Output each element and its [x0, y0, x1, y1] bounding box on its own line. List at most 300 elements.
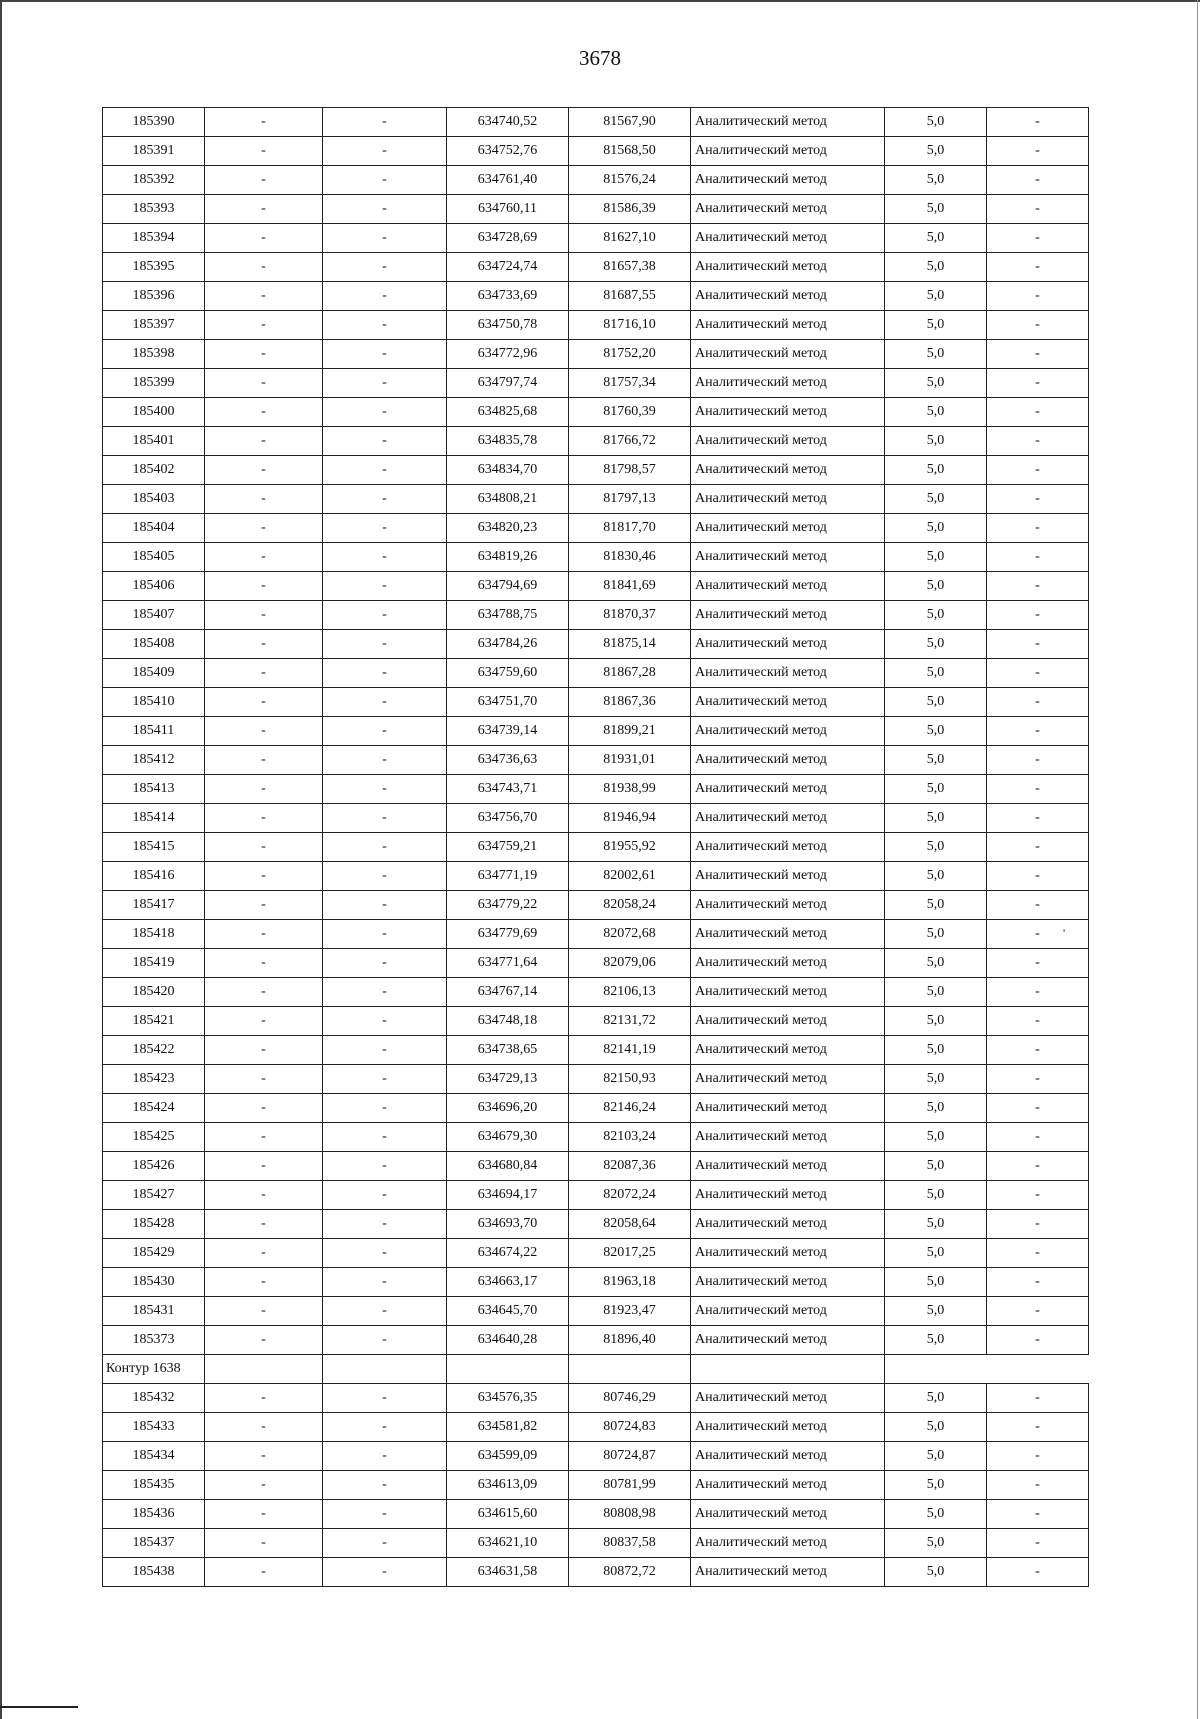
- x-coordinate-cell: 634767,14: [447, 978, 569, 1007]
- method-cell: Аналитический метод: [691, 804, 885, 833]
- x-coordinate-cell: 634696,20: [447, 1094, 569, 1123]
- x-coordinate-cell: 634779,69: [447, 920, 569, 949]
- dash-cell-a: -: [205, 717, 323, 746]
- method-cell: Аналитический метод: [691, 659, 885, 688]
- table-row: [103, 340, 1089, 369]
- page-footer-rule: [0, 1706, 78, 1708]
- point-id-cell: 185395: [103, 253, 205, 282]
- dash-cell-a: -: [205, 1094, 323, 1123]
- accuracy-cell: 5,0: [885, 427, 987, 456]
- table-row: [103, 1297, 1089, 1326]
- accuracy-cell: 5,0: [885, 1065, 987, 1094]
- method-cell: Аналитический метод: [691, 1065, 885, 1094]
- x-coordinate-cell: 634729,13: [447, 1065, 569, 1094]
- dash-cell-a: -: [205, 572, 323, 601]
- x-coordinate-cell: 634640,28: [447, 1326, 569, 1355]
- y-coordinate-cell: 82017,25: [569, 1239, 691, 1268]
- table-row: [103, 1181, 1089, 1210]
- table-row: [103, 775, 1089, 804]
- dash-cell-b: -: [323, 1152, 447, 1181]
- table-row: [103, 1152, 1089, 1181]
- x-coordinate-cell: 634631,58: [447, 1558, 569, 1587]
- note-cell: -: [987, 369, 1089, 398]
- accuracy-cell: 5,0: [885, 543, 987, 572]
- note-cell: -: [987, 1442, 1089, 1471]
- x-coordinate-cell: 634820,23: [447, 514, 569, 543]
- dash-cell-b: -: [323, 427, 447, 456]
- dash-cell-b: -: [323, 688, 447, 717]
- accuracy-cell: 5,0: [885, 1297, 987, 1326]
- accuracy-cell: 5,0: [885, 1471, 987, 1500]
- table-row: [103, 195, 1089, 224]
- dash-cell-b: -: [323, 1442, 447, 1471]
- method-cell: Аналитический метод: [691, 340, 885, 369]
- x-coordinate-cell: 634576,35: [447, 1384, 569, 1413]
- note-cell: -: [987, 1036, 1089, 1065]
- method-cell: Аналитический метод: [691, 1239, 885, 1268]
- note-cell: -: [987, 456, 1089, 485]
- point-id-cell: 185409: [103, 659, 205, 688]
- table-row: [103, 1500, 1089, 1529]
- x-coordinate-cell: 634736,63: [447, 746, 569, 775]
- dash-cell-b: -: [323, 543, 447, 572]
- y-coordinate-cell: 80724,87: [569, 1442, 691, 1471]
- note-cell: -: [987, 630, 1089, 659]
- dash-cell-b: -: [323, 485, 447, 514]
- dash-cell-b: -: [323, 1239, 447, 1268]
- x-coordinate-cell: 634760,11: [447, 195, 569, 224]
- y-coordinate-cell: 81830,46: [569, 543, 691, 572]
- x-coordinate-cell: 634748,18: [447, 1007, 569, 1036]
- y-coordinate-cell: 81757,34: [569, 369, 691, 398]
- note-cell: -: [987, 572, 1089, 601]
- point-id-cell: 185407: [103, 601, 205, 630]
- accuracy-cell: 5,0: [885, 717, 987, 746]
- accuracy-cell: 5,0: [885, 1268, 987, 1297]
- note-cell: -: [987, 543, 1089, 572]
- x-coordinate-cell: 634797,74: [447, 369, 569, 398]
- dash-cell-a: -: [205, 659, 323, 688]
- dash-cell-a: -: [205, 1123, 323, 1152]
- dash-cell-a: -: [205, 688, 323, 717]
- point-id-cell: 185433: [103, 1413, 205, 1442]
- point-id-cell: 185402: [103, 456, 205, 485]
- method-cell: Аналитический метод: [691, 369, 885, 398]
- note-cell: -: [987, 688, 1089, 717]
- y-coordinate-cell: 80872,72: [569, 1558, 691, 1587]
- dash-cell-b: -: [323, 1297, 447, 1326]
- note-cell: -: [987, 717, 1089, 746]
- table-row: [103, 833, 1089, 862]
- dash-cell-a: -: [205, 1297, 323, 1326]
- x-coordinate-cell: 634694,17: [447, 1181, 569, 1210]
- y-coordinate-cell: 81817,70: [569, 514, 691, 543]
- table-row: [103, 1007, 1089, 1036]
- accuracy-cell: 5,0: [885, 369, 987, 398]
- dash-cell-b: -: [323, 775, 447, 804]
- dash-cell-a: -: [205, 456, 323, 485]
- dash-cell-b: -: [323, 108, 447, 137]
- point-id-cell: 185429: [103, 1239, 205, 1268]
- dash-cell-b: -: [323, 1471, 447, 1500]
- note-cell: -: [987, 427, 1089, 456]
- y-coordinate-cell: 81766,72: [569, 427, 691, 456]
- method-cell: Аналитический метод: [691, 1210, 885, 1239]
- point-id-cell: 185416: [103, 862, 205, 891]
- accuracy-cell: 5,0: [885, 862, 987, 891]
- dash-cell-b: -: [323, 1326, 447, 1355]
- dash-cell-b: -: [323, 224, 447, 253]
- method-cell: Аналитический метод: [691, 601, 885, 630]
- point-id-cell: 185434: [103, 1442, 205, 1471]
- table-row: [103, 137, 1089, 166]
- note-cell: -: [987, 166, 1089, 195]
- table-row: [103, 282, 1089, 311]
- table-row: [103, 1239, 1089, 1268]
- x-coordinate-cell: 634759,21: [447, 833, 569, 862]
- point-id-cell: 185427: [103, 1181, 205, 1210]
- table-row: [103, 920, 1089, 949]
- dash-cell-a: -: [205, 398, 323, 427]
- dash-cell-a: -: [205, 1471, 323, 1500]
- page-edge-right: [1197, 0, 1198, 1719]
- x-coordinate-cell: 634674,22: [447, 1239, 569, 1268]
- accuracy-cell: 5,0: [885, 311, 987, 340]
- dash-cell-b: -: [323, 1123, 447, 1152]
- y-coordinate-cell: 81955,92: [569, 833, 691, 862]
- point-id-cell: 185373: [103, 1326, 205, 1355]
- table-row: [103, 311, 1089, 340]
- point-id-cell: 185405: [103, 543, 205, 572]
- method-cell: Аналитический метод: [691, 311, 885, 340]
- accuracy-cell: 5,0: [885, 1123, 987, 1152]
- accuracy-cell: 5,0: [885, 1326, 987, 1355]
- dash-cell-a: -: [205, 1210, 323, 1239]
- x-coordinate-cell: 634825,68: [447, 398, 569, 427]
- dash-cell-b: -: [323, 572, 447, 601]
- method-cell: Аналитический метод: [691, 1413, 885, 1442]
- x-coordinate-cell: 634834,70: [447, 456, 569, 485]
- point-id-cell: 185425: [103, 1123, 205, 1152]
- dash-cell-a: -: [205, 1326, 323, 1355]
- dash-cell-a: -: [205, 1384, 323, 1413]
- note-cell: -: [987, 224, 1089, 253]
- accuracy-cell: 5,0: [885, 775, 987, 804]
- x-coordinate-cell: 634599,09: [447, 1442, 569, 1471]
- table-row: [103, 1036, 1089, 1065]
- point-id-cell: 185400: [103, 398, 205, 427]
- point-id-cell: 185426: [103, 1152, 205, 1181]
- dash-cell-a: -: [205, 1181, 323, 1210]
- x-coordinate-cell: 634788,75: [447, 601, 569, 630]
- dash-cell-b: -: [323, 601, 447, 630]
- dash-cell-b: -: [323, 949, 447, 978]
- table-row: [103, 514, 1089, 543]
- y-coordinate-cell: 81931,01: [569, 746, 691, 775]
- method-cell: Аналитический метод: [691, 949, 885, 978]
- method-cell: Аналитический метод: [691, 253, 885, 282]
- method-cell: Аналитический метод: [691, 1500, 885, 1529]
- y-coordinate-cell: 81875,14: [569, 630, 691, 659]
- point-id-cell: 185410: [103, 688, 205, 717]
- point-id-cell: 185423: [103, 1065, 205, 1094]
- table-row: [103, 630, 1089, 659]
- accuracy-cell: 5,0: [885, 949, 987, 978]
- accuracy-cell: 5,0: [885, 1384, 987, 1413]
- dash-cell-b: -: [323, 630, 447, 659]
- table-row: [103, 746, 1089, 775]
- note-cell: -: [987, 833, 1089, 862]
- note-cell: -: [987, 862, 1089, 891]
- point-id-cell: 185394: [103, 224, 205, 253]
- y-coordinate-cell: 81899,21: [569, 717, 691, 746]
- note-cell: -: [987, 1268, 1089, 1297]
- y-coordinate-cell: 81798,57: [569, 456, 691, 485]
- point-id-cell: 185391: [103, 137, 205, 166]
- dash-cell-b: -: [323, 1210, 447, 1239]
- table-row: [103, 1413, 1089, 1442]
- point-id-cell: 185422: [103, 1036, 205, 1065]
- table-row: [103, 369, 1089, 398]
- accuracy-cell: 5,0: [885, 978, 987, 1007]
- note-cell: -: [987, 1152, 1089, 1181]
- y-coordinate-cell: 82072,68: [569, 920, 691, 949]
- accuracy-cell: 5,0: [885, 630, 987, 659]
- y-coordinate-cell: 81687,55: [569, 282, 691, 311]
- dash-cell-a: -: [205, 630, 323, 659]
- y-coordinate-cell: 81627,10: [569, 224, 691, 253]
- dash-cell-a: -: [205, 311, 323, 340]
- point-id-cell: 185436: [103, 1500, 205, 1529]
- x-coordinate-cell: 634679,30: [447, 1123, 569, 1152]
- method-cell: Аналитический метод: [691, 224, 885, 253]
- dash-cell-a: -: [205, 1413, 323, 1442]
- method-cell: Аналитический метод: [691, 398, 885, 427]
- accuracy-cell: 5,0: [885, 1500, 987, 1529]
- dash-cell-a: -: [205, 1065, 323, 1094]
- point-id-cell: 185404: [103, 514, 205, 543]
- accuracy-cell: 5,0: [885, 282, 987, 311]
- accuracy-cell: 5,0: [885, 1181, 987, 1210]
- dash-cell-a: -: [205, 253, 323, 282]
- dash-cell-a: -: [205, 485, 323, 514]
- point-id-cell: 185424: [103, 1094, 205, 1123]
- table-row: [103, 1210, 1089, 1239]
- accuracy-cell: 5,0: [885, 1413, 987, 1442]
- x-coordinate-cell: 634759,60: [447, 659, 569, 688]
- x-coordinate-cell: 634733,69: [447, 282, 569, 311]
- method-cell: Аналитический метод: [691, 195, 885, 224]
- x-coordinate-cell: 634808,21: [447, 485, 569, 514]
- y-coordinate-cell: 80724,83: [569, 1413, 691, 1442]
- table-row: [103, 804, 1089, 833]
- point-id-cell: 185408: [103, 630, 205, 659]
- method-cell: Аналитический метод: [691, 1297, 885, 1326]
- dash-cell-b: -: [323, 1007, 447, 1036]
- point-id-cell: 185417: [103, 891, 205, 920]
- y-coordinate-cell: 81576,24: [569, 166, 691, 195]
- dash-cell-a: -: [205, 195, 323, 224]
- y-coordinate-cell: 82103,24: [569, 1123, 691, 1152]
- table-row: [103, 224, 1089, 253]
- method-cell: Аналитический метод: [691, 543, 885, 572]
- method-cell: Аналитический метод: [691, 920, 885, 949]
- point-id-cell: 185397: [103, 311, 205, 340]
- table-row: [103, 485, 1089, 514]
- dash-cell-b: -: [323, 746, 447, 775]
- empty-cell: [885, 1355, 987, 1384]
- method-cell: Аналитический метод: [691, 166, 885, 195]
- dash-cell-a: -: [205, 282, 323, 311]
- accuracy-cell: 5,0: [885, 1239, 987, 1268]
- y-coordinate-cell: 82131,72: [569, 1007, 691, 1036]
- accuracy-cell: 5,0: [885, 137, 987, 166]
- dash-cell-b: -: [323, 137, 447, 166]
- note-cell: -: [987, 1094, 1089, 1123]
- dash-cell-b: -: [323, 340, 447, 369]
- point-id-cell: 185438: [103, 1558, 205, 1587]
- dash-cell-a: -: [205, 978, 323, 1007]
- y-coordinate-cell: 82058,64: [569, 1210, 691, 1239]
- table-row: [103, 427, 1089, 456]
- dash-cell-a: -: [205, 775, 323, 804]
- x-coordinate-cell: 634835,78: [447, 427, 569, 456]
- table-row: [103, 1384, 1089, 1413]
- x-coordinate-cell: 634779,22: [447, 891, 569, 920]
- point-id-cell: 185414: [103, 804, 205, 833]
- dash-cell-b: -: [323, 1500, 447, 1529]
- method-cell: Аналитический метод: [691, 1152, 885, 1181]
- dash-cell-b: -: [323, 456, 447, 485]
- y-coordinate-cell: 81657,38: [569, 253, 691, 282]
- note-cell: -: [987, 485, 1089, 514]
- empty-cell: [447, 1355, 569, 1384]
- note-cell: -: [987, 1181, 1089, 1210]
- dash-cell-a: -: [205, 427, 323, 456]
- method-cell: Аналитический метод: [691, 282, 885, 311]
- note-cell: -: [987, 1123, 1089, 1152]
- x-coordinate-cell: 634771,64: [447, 949, 569, 978]
- dash-cell-a: -: [205, 108, 323, 137]
- table-row: [103, 717, 1089, 746]
- x-coordinate-cell: 634613,09: [447, 1471, 569, 1500]
- y-coordinate-cell: 81867,28: [569, 659, 691, 688]
- method-cell: Аналитический метод: [691, 137, 885, 166]
- y-coordinate-cell: 81568,50: [569, 137, 691, 166]
- table-row: [103, 572, 1089, 601]
- note-cell: -: [987, 1007, 1089, 1036]
- dash-cell-a: -: [205, 833, 323, 862]
- y-coordinate-cell: 82087,36: [569, 1152, 691, 1181]
- accuracy-cell: 5,0: [885, 340, 987, 369]
- note-cell: -: [987, 1065, 1089, 1094]
- y-coordinate-cell: 82141,19: [569, 1036, 691, 1065]
- method-cell: Аналитический метод: [691, 746, 885, 775]
- dash-cell-a: -: [205, 514, 323, 543]
- empty-cell: [569, 1355, 691, 1384]
- dash-cell-b: -: [323, 891, 447, 920]
- x-coordinate-cell: 634761,40: [447, 166, 569, 195]
- section-row: [103, 1355, 1089, 1384]
- dash-cell-b: -: [323, 1558, 447, 1587]
- point-id-cell: 185399: [103, 369, 205, 398]
- y-coordinate-cell: 82106,13: [569, 978, 691, 1007]
- y-coordinate-cell: 82058,24: [569, 891, 691, 920]
- x-coordinate-cell: 634645,70: [447, 1297, 569, 1326]
- dash-cell-b: -: [323, 398, 447, 427]
- dash-cell-b: -: [323, 978, 447, 1007]
- y-coordinate-cell: 81938,99: [569, 775, 691, 804]
- point-id-cell: 185398: [103, 340, 205, 369]
- method-cell: Аналитический метод: [691, 108, 885, 137]
- method-cell: Аналитический метод: [691, 775, 885, 804]
- accuracy-cell: 5,0: [885, 659, 987, 688]
- table-row: [103, 978, 1089, 1007]
- coordinates-table: [102, 107, 1089, 1587]
- method-cell: Аналитический метод: [691, 1007, 885, 1036]
- x-coordinate-cell: 634739,14: [447, 717, 569, 746]
- y-coordinate-cell: 81752,20: [569, 340, 691, 369]
- dash-cell-a: -: [205, 1152, 323, 1181]
- accuracy-cell: 5,0: [885, 920, 987, 949]
- point-id-cell: 185437: [103, 1529, 205, 1558]
- dash-cell-a: -: [205, 1529, 323, 1558]
- table-row: [103, 1268, 1089, 1297]
- note-cell: -: [987, 601, 1089, 630]
- x-coordinate-cell: 634750,78: [447, 311, 569, 340]
- dash-cell-b: -: [323, 195, 447, 224]
- y-coordinate-cell: 82002,61: [569, 862, 691, 891]
- point-id-cell: 185435: [103, 1471, 205, 1500]
- method-cell: Аналитический метод: [691, 717, 885, 746]
- point-id-cell: 185403: [103, 485, 205, 514]
- table-row: [103, 688, 1089, 717]
- method-cell: Аналитический метод: [691, 1384, 885, 1413]
- x-coordinate-cell: 634756,70: [447, 804, 569, 833]
- table-row: [103, 891, 1089, 920]
- point-id-cell: 185411: [103, 717, 205, 746]
- note-cell: -: [987, 1210, 1089, 1239]
- empty-cell: [205, 1355, 323, 1384]
- table-row: [103, 543, 1089, 572]
- accuracy-cell: 5,0: [885, 1558, 987, 1587]
- note-cell: -: [987, 253, 1089, 282]
- note-cell: -: [987, 1529, 1089, 1558]
- method-cell: Аналитический метод: [691, 688, 885, 717]
- method-cell: Аналитический метод: [691, 485, 885, 514]
- note-cell: -: [987, 1500, 1089, 1529]
- dash-cell-a: -: [205, 1500, 323, 1529]
- accuracy-cell: 5,0: [885, 1094, 987, 1123]
- note-cell: -: [987, 340, 1089, 369]
- x-coordinate-cell: 634752,76: [447, 137, 569, 166]
- point-id-cell: 185430: [103, 1268, 205, 1297]
- dash-cell-b: -: [323, 717, 447, 746]
- note-cell: -: [987, 1471, 1089, 1500]
- dash-cell-a: -: [205, 137, 323, 166]
- x-coordinate-cell: 634680,84: [447, 1152, 569, 1181]
- x-coordinate-cell: 634728,69: [447, 224, 569, 253]
- x-coordinate-cell: 634724,74: [447, 253, 569, 282]
- note-cell: -: [987, 775, 1089, 804]
- note-cell: -: [987, 746, 1089, 775]
- point-id-cell: 185393: [103, 195, 205, 224]
- dash-cell-a: -: [205, 862, 323, 891]
- method-cell: Аналитический метод: [691, 1326, 885, 1355]
- x-coordinate-cell: 634621,10: [447, 1529, 569, 1558]
- point-id-cell: 185392: [103, 166, 205, 195]
- dash-cell-a: -: [205, 1442, 323, 1471]
